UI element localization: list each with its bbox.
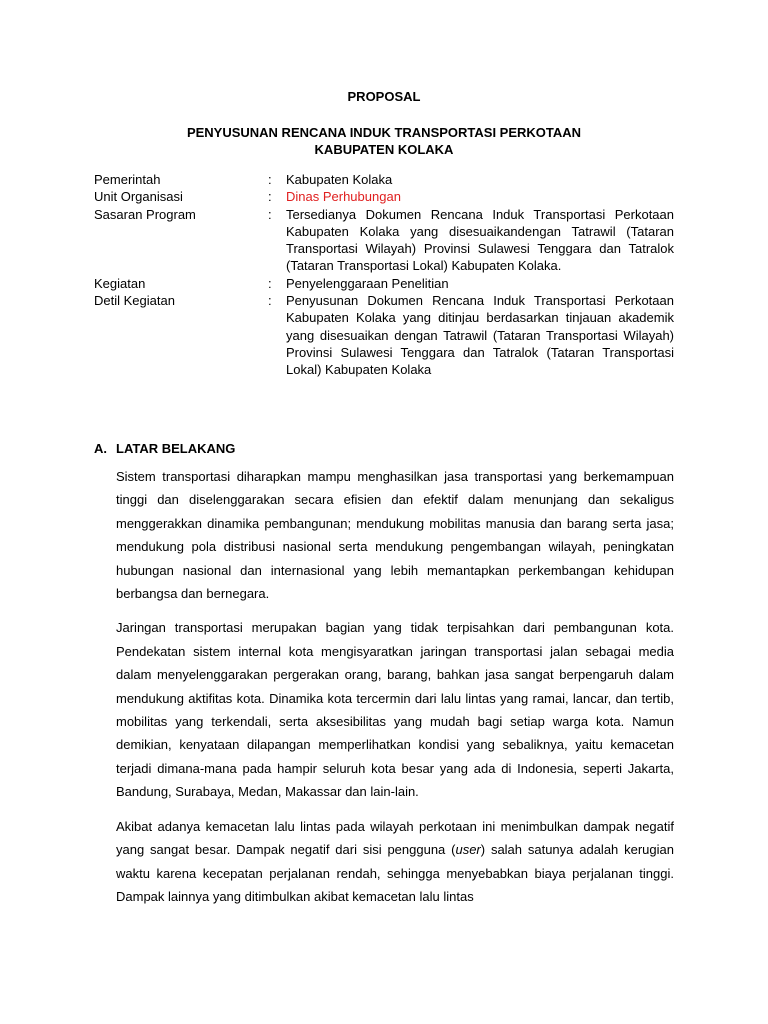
info-label: Pemerintah bbox=[94, 172, 161, 187]
info-label: Detil Kegiatan bbox=[94, 293, 175, 309]
info-colon: : bbox=[268, 189, 272, 205]
section-body bbox=[116, 465, 674, 919]
document-title: PROPOSAL bbox=[347, 89, 421, 104]
info-label: Sasaran Program bbox=[94, 206, 196, 222]
info-row-pemerintah bbox=[94, 171, 674, 188]
info-row-kegiatan bbox=[94, 275, 674, 292]
paragraph-3-text-end: ) salah satunya adalah kerugian waktu karena kecepatan perjalanan rendah, sehingga menyebabkan biaya perjalanan tinggi. Dampak lainnya yang ditimbulkan akibat kemacetan lalu lintas bbox=[116, 842, 674, 904]
paragraph-3-italic-term: user bbox=[455, 842, 481, 858]
info-row-unit-organisasi bbox=[94, 188, 674, 205]
info-value: Tersedianya Dokumen Rencana Induk Transportasi Perkotaan Kabupaten Kolaka yang disesuaikandengan Tatrawil (Tataran Transportasi Wilayah) Provinsi Sulawesi Tenggara dan Tatralok (Tataran Transportasi Lokal) Kabupaten Kolaka. bbox=[286, 206, 674, 274]
info-label: Unit Organisasi bbox=[94, 189, 183, 205]
info-value: Penyelenggaraan Penelitian bbox=[286, 275, 449, 291]
info-value-highlighted: Dinas Perhubungan bbox=[286, 189, 401, 205]
info-value: Penyusunan Dokumen Rencana Induk Transportasi Perkotaan Kabupaten Kolaka yang ditinjau berdasarkan tinjauan akademik yang disesuaikan dengan Tatrawil (Tataran Transportasi Wilayah) Provinsi Sulawesi Tenggara dan Tatralok (Tataran Transportasi Lokal) Kabupaten Kolaka bbox=[286, 293, 674, 378]
info-value: Kabupaten Kolaka bbox=[286, 172, 393, 187]
paragraph-3 bbox=[116, 815, 674, 909]
info-row-sasaran-program bbox=[94, 206, 674, 275]
document-subtitle-line-2: KABUPATEN KOLAKA bbox=[314, 142, 454, 157]
section-title: LATAR BELAKANG bbox=[116, 441, 236, 456]
section-heading-latar-belakang bbox=[94, 440, 235, 457]
paragraph-1: Sistem transportasi diharapkan mampu menghasilkan jasa transportasi yang berkemampuan tinggi dan diselenggarakan secara efisien dan efektif dalam menunjang dan sekaligus menggerakkan dinamika pembangunan; mendukung mobilitas manusia dan barang serta jasa; mendukung pola distribusi nasional serta mendukung pengembangan wilayah, peningkatan hubungan nasional dan internasional yang lebih memantapkan perkembangan kehidupan berbangsa dan bernegara. bbox=[116, 469, 674, 602]
document-subtitle-line-1: PENYUSUNAN RENCANA INDUK TRANSPORTASI PERKOTAAN bbox=[186, 125, 582, 140]
info-colon: : bbox=[268, 293, 272, 309]
section-number: A. bbox=[94, 441, 107, 456]
paragraph-3-text-start: Akibat adanya kemacetan lalu lintas pada wilayah perkotaan ini menimbulkan dampak negatif yang sangat besar. Dampak negatif dari sisi pengguna ( bbox=[116, 818, 674, 858]
info-colon: : bbox=[268, 172, 272, 187]
proposal-info-table bbox=[94, 171, 674, 379]
info-row-detil-kegiatan bbox=[94, 292, 674, 378]
info-label: Kegiatan bbox=[94, 275, 146, 291]
info-colon: : bbox=[268, 275, 272, 291]
paragraph-2: Jaringan transportasi merupakan bagian yang tidak terpisahkan dari pembangunan kota. Pendekatan sistem internal kota mengisyaratkan jaringan transportasi jalan sebagai media dalam menyelenggarakan pergerakan orang, barang, bahkan jasa sangat berpengaruh dalam mendukung aktifitas kota. Dinamika kota tercermin dari lalu lintas yang ramai, lancar, dan tertib, mobilitas yang terkendali, serta aksesibilitas yang mudah bagi setiap warga kota. Namun demikian, kenyataan dilapangan memperlihatkan kondisi yang sebaliknya, yaitu kemacetan terjadi dimana-mana pada hampir seluruh kota besar yang ada di Indonesia, seperti Jakarta, Bandung, Surabaya, Medan, Makassar dan lain-lain. bbox=[116, 620, 674, 800]
info-colon: : bbox=[268, 206, 272, 222]
